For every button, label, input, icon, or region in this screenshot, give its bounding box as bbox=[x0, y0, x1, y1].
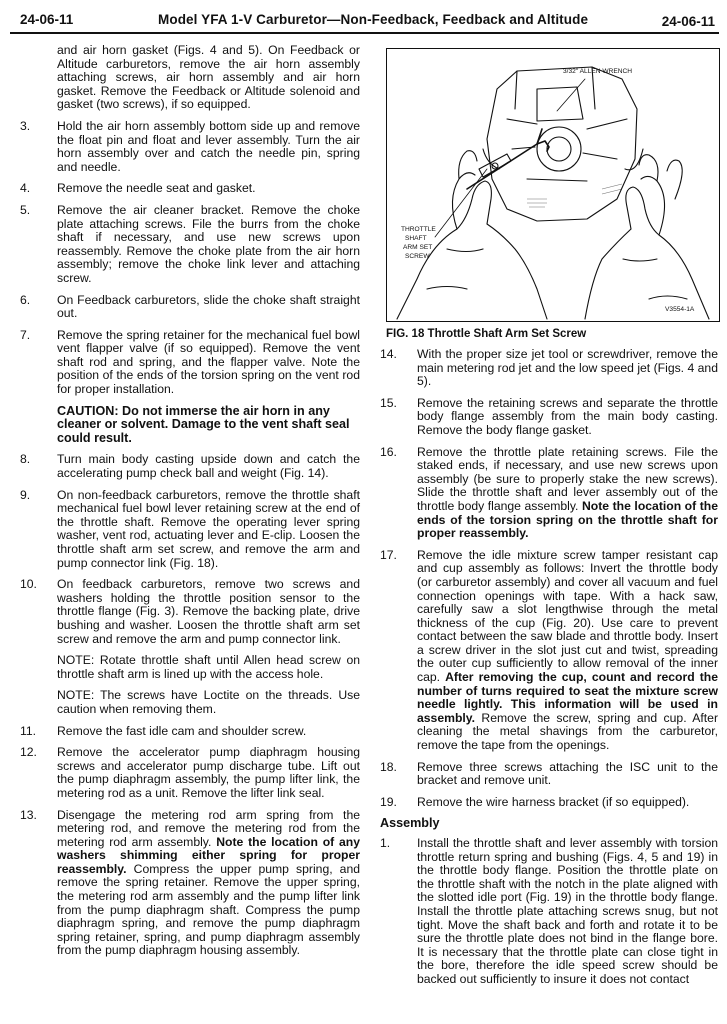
right-column bbox=[380, 348, 718, 995]
list-item: 14. With the proper size jet tool or screwdriver, remove the main metering rod jet and the low speed jet (Figs. 4 and 5). bbox=[380, 347, 718, 389]
list-item: 4. Remove the needle seat and gasket. bbox=[20, 181, 256, 196]
list-item: 10. On feedback carburetors, remove two screws and washers holding the throttle position sensor to the throttle flange (Fig. 3). Remove the backing plate, drive bushing and washer. Loosen the throttle shaft arm set screw and remove the arm and pump connector link. bbox=[20, 577, 360, 646]
caution-note: CAUTION: Do not immerse the air horn in any cleaner or solvent. Damage to the vent shaft seal could result. bbox=[57, 403, 350, 445]
list-item: 7. Remove the spring retainer for the mechanical fuel bowl vent flapper valve (if so equipped). Remove the vent shaft rod and spring, and the flapper valve. Note the position of the ends of the torsion spring on the vent rod for proper installation. bbox=[20, 327, 360, 397]
list-item: 1. Install the throttle shaft and lever assembly with torsion throttle return spring and bushing (Figs. 4, 5 and 19) in the throttle body flange. Position the throttle plate on the throttle shaft with the notch in the plate aligned with the slotted idle port (Fig. 19) in the throttle body flange. Install the throttle plate attaching screws snug, but not tight. Move the shaft back and forth and rotate it to be sure the throttle plate does not bind in the flange bore. It is necessary that the throttle plate can close tight in the bore, therefore the idle speed screw should be backed out sufficiently to insure it does not contact bbox=[380, 836, 718, 986]
section-heading-assembly: Assembly bbox=[380, 816, 440, 831]
list-item: 11. Remove the fast idle cam and shoulder screw. bbox=[20, 723, 307, 738]
label-screw-line-4: SCREW bbox=[405, 253, 430, 260]
label-screw-line-1: THROTTLE bbox=[401, 226, 436, 233]
carburetor-hands-drawing bbox=[387, 49, 719, 321]
list-item: 6. On Feedback carburetors, slide the choke shaft straight out. bbox=[20, 292, 360, 321]
list-item: 16. Remove the throttle plate retaining screws. File the staked ends, if necessary, and use new screws upon assembly (be sure to properly stake the new screws). Slide the throttle shaft and lever assembly out of the throttle body flange assembly. Note the location of the ends of the torsion spring on the throttle shaft for proper reassembly. bbox=[380, 444, 718, 541]
list-item: 9. On non-feedback carburetors, remove the throttle shaft mechanical fuel bowl lever retaining screw at the end of the throttle shaft. Remove the operating lever spring washer, vent rod, actuating lever and E-clip. Loosen the throttle shaft arm set screw, and remove the arm and pump connector link (Fig. 18). bbox=[20, 487, 360, 570]
label-screw-line-2: SHAFT bbox=[405, 235, 427, 242]
list-item: 5. Remove the air cleaner bracket. Remove the choke plate attaching screws. File the burrs from the choke shaft if necessary, and use new screws upon reassembly. Remove the choke plate from the air horn assembly; remove the choke link lever and attaching screw. bbox=[20, 202, 360, 285]
header-rule bbox=[10, 32, 719, 34]
note-paragraph: NOTE: Rotate throttle shaft until Allen head screw on throttle shaft arm is lined up with the access hole. bbox=[57, 653, 360, 681]
list-item: 18. Remove three screws attaching the ISC unit to the bracket and remove unit. bbox=[380, 759, 718, 788]
left-column bbox=[20, 44, 360, 966]
list-item: 13. Disengage the metering rod arm spring from the metering rod, and remove the metering rod from the metering rod arm assembly. Note the location of any washers shimming either spring for proper reassembly. Compress the upper pump spring, and remove the spring retainer. Remove the upper spring, the metering rod arm assembly and the pump lifter link from the pump diaphragm shaft. Compress the pump diaphragm spring, and remove the pump diaphragm spring retainer, spring, and pump diaphragm assembly from the pump diaphragm housing assembly. bbox=[20, 807, 361, 958]
label-screw-line-3: ARM SET bbox=[403, 244, 433, 251]
figure-18-illustration bbox=[386, 48, 720, 322]
note-paragraph: NOTE: The screws have Loctite on the threads. Use caution when removing them. bbox=[57, 688, 360, 716]
figure-caption: FIG. 18 Throttle Shaft Arm Set Screw bbox=[386, 328, 587, 340]
list-item: 15. Remove the retaining screws and separate the throttle body flange assembly from the main body casting. Remove the body flange gasket. bbox=[380, 395, 718, 437]
list-item: 19. Remove the wire harness bracket (if so equipped). bbox=[380, 794, 690, 809]
list-item: 12. Remove the accelerator pump diaphragm housing screws and accelerator pump discharge tube. Lift out the pump diaphragm assembly, the pump lifter link, the metering rod as a unit. Remove the lifter link seal. bbox=[20, 745, 360, 800]
continued-paragraph: and air horn gasket (Figs. 4 and 5). On Feedback or Altitude carburetors, remove the air horn assembly attaching screws, air horn assembly and air horn gasket. Remove the Feedback or Altitude solenoid and gasket (two screws), if so equipped. bbox=[57, 43, 360, 112]
page-title: Model YFA 1-V Carburetor—Non-Feedback, Feedback and Altitude bbox=[158, 12, 589, 27]
list-item: 8. Turn main body casting upside down and catch the accelerating pump check ball and weight (Fig. 14). bbox=[20, 452, 360, 481]
figure-code: V3554-1A bbox=[665, 306, 695, 313]
page-header bbox=[10, 10, 719, 32]
page-number-right: 24-06-11 bbox=[661, 14, 715, 29]
page-number-left: 24-06-11 bbox=[20, 12, 74, 27]
list-item: 3. Hold the air horn assembly bottom side up and remove the float pin and float and lever assembly. Turn the air horn assembly over and catch the needle pin, spring and needle. bbox=[20, 118, 360, 174]
list-item: 17. Remove the idle mixture screw tamper resistant cap and cup assembly as follows: Invert the throttle body (or carburetor assembly) and cover all vacuum and fuel connection openings with tape. With a hack saw, carefully saw a slot lengthwise through the metal thickness of the cup (Fig. 20). Use care to prevent contact between the saw blade and throttle body. Insert a screw driver in the slot just cut and twist, spreading the outer cup sufficiently to allow removal of the inner cap. After removing the cup, count and record the number of turns required to seat the mixture screw needle lightly. This information will be used in assembly. Remove the screw, spring and cup. After cleaning the metal shavings from the carburetor, remove the tape from the openings. bbox=[380, 547, 719, 753]
label-allen-wrench: 3/32" ALLEN WRENCH bbox=[563, 68, 633, 75]
